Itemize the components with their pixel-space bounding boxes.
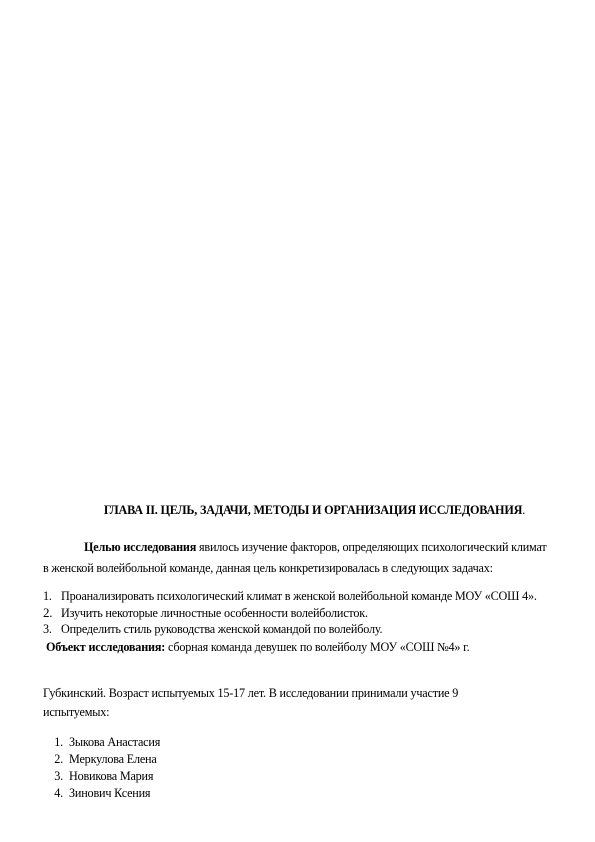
chapter-title-period: . — [522, 503, 526, 517]
task-number: 1. — [43, 589, 52, 603]
chapter-heading — [0, 503, 595, 518]
participant-number: 3. — [54, 769, 63, 783]
chapter-title: ГЛАВА II. ЦЕЛЬ, ЗАДАЧИ, МЕТОДЫ И ОРГАНИЗАЦИЯ ИССЛЕДОВАНИЯ — [103, 503, 523, 517]
participant-name: Зинович Ксения — [69, 786, 151, 800]
task-item — [43, 589, 537, 604]
goal-paragraph-line-1 — [84, 540, 547, 555]
participant-item — [43, 786, 150, 801]
goal-label: Целью исследования — [84, 540, 197, 554]
continuation-line-1: Губкинский. Возраст испытуемых 15-17 лет. В исследовании принимали участие 9 — [43, 686, 459, 700]
participant-name: Меркулова Елена — [69, 752, 157, 766]
task-number: 3. — [43, 622, 52, 636]
participant-item — [43, 752, 157, 767]
task-item — [43, 622, 382, 637]
task-text: Определить стиль руководства женской командой по волейболу. — [61, 622, 383, 636]
continuation-line-2: испытуемых: — [43, 705, 110, 719]
participant-item — [43, 769, 153, 784]
task-number: 2. — [43, 605, 53, 620]
participant-name: Новикова Мария — [69, 769, 154, 783]
object-label: Объект исследования: — [46, 640, 166, 654]
participant-number: 4. — [54, 786, 63, 800]
task-item — [43, 605, 368, 621]
participant-name: Зыкова Анастасия — [69, 735, 161, 749]
goal-paragraph-line-2: в женской волейбольной команде, данная цель конкретизировалась в следующих задачах: — [43, 561, 493, 575]
goal-text: явилось изучение факторов, определяющих психологический климат — [196, 540, 547, 554]
participant-number: 2. — [54, 752, 63, 766]
object-paragraph — [46, 640, 469, 655]
object-text: сборная команда девушек по волейболу МОУ «СОШ №4» г. — [165, 640, 470, 654]
participant-item — [43, 735, 160, 750]
task-text: Изучить некоторые личностные особенности волейболисток. — [61, 606, 368, 620]
task-text: Проанализировать психологический климат в женской волейбольной команде МОУ «СОШ 4». — [61, 589, 537, 603]
participant-number: 1. — [54, 735, 63, 749]
